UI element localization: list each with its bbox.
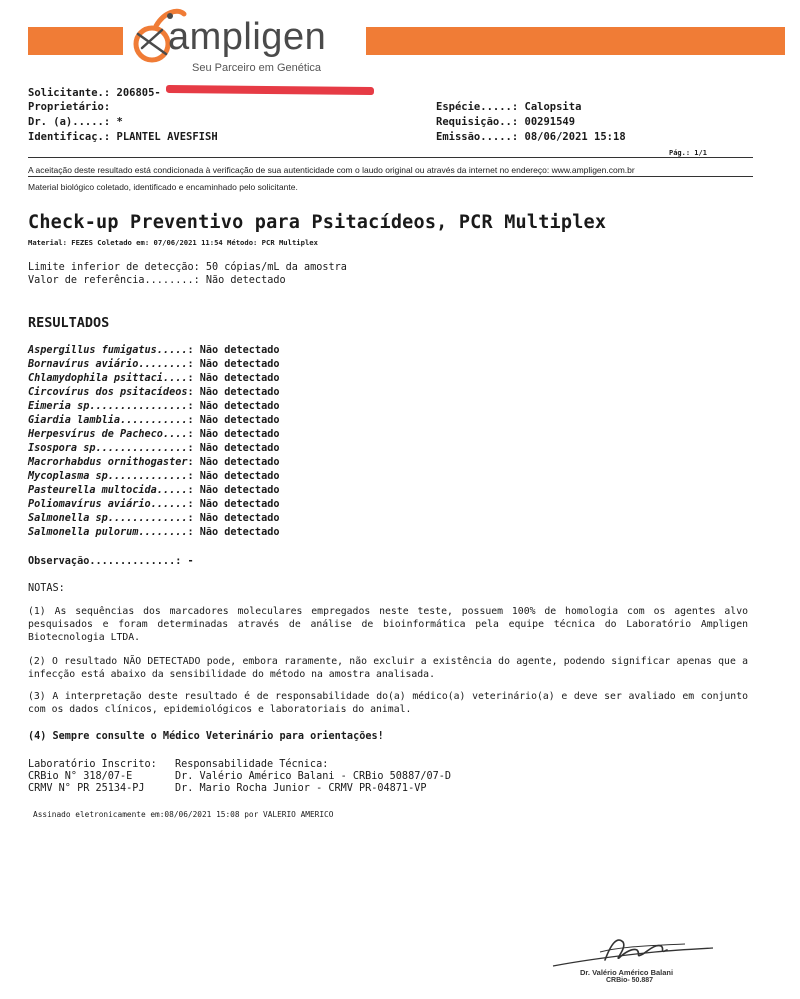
brand-name: ampligen <box>168 16 327 58</box>
result-row: Herpesvírus de Pacheco....: Não detectado <box>28 429 280 440</box>
especie-field: Espécie.....: Calopsita <box>436 101 582 113</box>
material-line: Material: FEZES Coletado em: 07/06/2021 11:54 Método: PCR Multiplex <box>28 238 318 247</box>
result-row: Giardia lamblia...........: Não detectado <box>28 415 280 426</box>
tech-responsibility-label: Responsabilidade Técnica: <box>175 759 329 770</box>
header-band-right <box>365 27 785 55</box>
header-band-left <box>28 27 123 55</box>
result-row: Mycoplasma sp.............: Não detectado <box>28 471 280 482</box>
detection-limit: Limite inferior de detecção: 50 cópias/mL da amostra <box>28 262 347 273</box>
tech-person-2: Dr. Mario Rocha Junior - CRMV PR-04871-VP <box>175 783 427 794</box>
page-number: Pág.: 1/1 <box>669 149 707 157</box>
electronic-signature-note: Assinado eletronicamente em:08/06/2021 15:08 por VALERIO AMERICO <box>33 810 334 819</box>
note-3: (3) A interpretação deste resultado é de responsabilidade do(a) médico(a) veterinário(a) e deve ser avaliado em conjunto com os dados clínicos, epidemiológicos e laboratoriais do animal. <box>28 691 748 715</box>
result-row: Isospora sp...............: Não detectado <box>28 443 280 454</box>
results-heading: RESULTADOS <box>28 315 110 331</box>
lab-registered-label: Laboratório Inscrito: <box>28 759 157 770</box>
observation-row: Observação..............: - <box>28 556 194 567</box>
result-row: Bornavírus aviário........: Não detectado <box>28 359 280 370</box>
result-row: Salmonella pulorum........: Não detectado <box>28 527 280 538</box>
lab-crbio: CRBio N° 318/07-E <box>28 771 133 782</box>
result-row: Chlamydophila psittaci....: Não detectado <box>28 373 280 384</box>
result-row: Salmonella sp.............: Não detectado <box>28 513 280 524</box>
tech-person-1: Dr. Valério Américo Balani - CRBio 50887/07-D <box>175 771 452 782</box>
result-row: Eimeria sp................: Não detectado <box>28 401 280 412</box>
result-row: Poliomavírus aviário......: Não detectado <box>28 499 280 510</box>
solicitante-field: Solicitante.: 206805- <box>28 87 161 99</box>
exam-title: Check-up Preventivo para Psitacídeos, PCR Multiplex <box>28 212 607 233</box>
redaction-mark <box>166 85 374 95</box>
signature-name: Dr. Valério Américo Balani <box>580 968 674 977</box>
requisicao-field: Requisição..: 00291549 <box>436 116 576 128</box>
divider-mid <box>28 176 753 177</box>
identificacao-field: Identificaç.: PLANTEL AVESFISH <box>28 131 218 143</box>
authenticity-notice: A aceitação deste resultado está condicionada à verificação de sua autenticidade com o laudo original ou através da internet no endereço: www.ampligen.com.br <box>28 165 635 175</box>
note-1: (1) As sequências dos marcadores moleculares empregados neste teste, possuem 100% de homologia com os agentes alvo pesquisados e foram determinadas através de análise de bioinformática pela equipe técnica do Laboratório Ampligen Biotecnologia LTDA. <box>28 606 748 643</box>
notes-heading: NOTAS: <box>28 583 65 594</box>
note-4: (4) Sempre consulte o Médico Veterinário para orientações! <box>28 731 384 742</box>
lab-crmv: CRMV N° PR 25134-PJ <box>28 783 145 794</box>
note-2: (2) O resultado NÃO DETECTADO pode, embora raramente, não excluir a existência do agente, podendo significar apenas que a infecção está abaixo da sensibilidade do método na amostra analisada. <box>28 656 748 680</box>
emissao-field: Emissão.....: 08/06/2021 15:18 <box>436 131 626 143</box>
brand-tagline: Seu Parceiro em Genética <box>192 62 322 74</box>
proprietario-field: Proprietário: <box>28 101 111 113</box>
result-row: Macrorhabdus ornithogaster: Não detectado <box>28 457 280 468</box>
material-note: Material biológico coletado, identificado e encaminhado pelo solicitante. <box>28 182 298 192</box>
result-row: Circovírus dos psitacídeos: Não detectado <box>28 387 280 398</box>
signature-registration: CRBio- 50.887 <box>606 977 654 984</box>
divider-top <box>28 157 753 158</box>
result-row: Pasteurella multocida.....: Não detectado <box>28 485 280 496</box>
reference-value: Valor de referência........: Não detectado <box>28 275 286 286</box>
result-row: Aspergillus fumigatus.....: Não detectado <box>28 345 280 356</box>
dr-field: Dr. (a).....: * <box>28 116 123 128</box>
